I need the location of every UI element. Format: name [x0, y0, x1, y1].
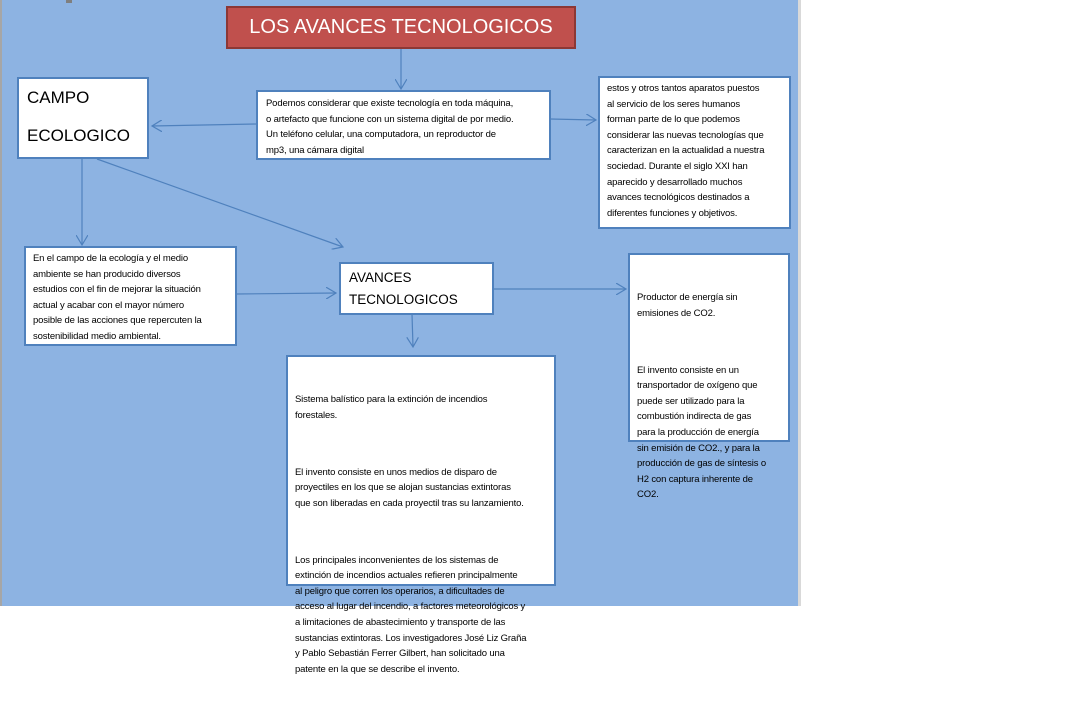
definition-box — [256, 90, 551, 160]
ballistic-title: Sistema balístico para la extinción de incendios forestales. — [295, 394, 488, 421]
new-technologies-text: estos y otros tantos aparatos puestos al servicio de los seres humanos forman parte de lo que podemos considerar las nuevas tecnologías que caracterizan en la actualidad a nuestra sociedad. Durante el siglo XXI han aparecido y desarrollado muchos avances tecnológicos destinados a diferentes funciones y objetivos. — [607, 83, 765, 219]
ballistic-system-box — [286, 355, 556, 675]
new-technologies-box — [598, 76, 791, 229]
campo-ecologico-box — [17, 77, 149, 159]
ecology-box — [24, 246, 237, 346]
ecology-text: En el campo de la ecología y el medio ambiente se han producido diversos estudios con el fin de mejorar la situación actual y acabar con el mayor número posible de las acciones que repercuten la sostenibilidad medio ambiental. — [33, 253, 202, 342]
ballistic-description: El invento consiste en unos medios de disparo de proyectiles en los que se alojan sustancias extintoras que son liberadas en cada proyectil tras su lanzamiento. — [295, 466, 524, 509]
arrow-definition-to-campo — [152, 124, 256, 126]
campo-ecologico-label: CAMPO ECOLOGICO — [27, 88, 130, 145]
arrow-ecologia-to-avances — [236, 293, 336, 294]
ballistic-details: Los principales inconvenientes de los sistemas de extinción de incendios actuales refieren principalmente al peligro que corren los operarios, a dificultades de acceso al lugar del incendio, a factores meteorológicos y a limitaciones de abastecimiento y transporte de las sustancias extintoras. Los investigadores José Liz Graña y Pablo Sebastián Ferrer Gilbert, han solicitado una patente en la que se describe el invento. — [295, 554, 527, 675]
arrow-avances-to-balistico — [412, 314, 413, 347]
energy-producer-box — [628, 253, 790, 501]
definition-text: Podemos considerar que existe tecnología en toda máquina, o artefacto que funcione con un sistema digital de por medio. Un teléfono celular, una computadora, un reproductor de mp3, una cámara digital — [266, 98, 514, 156]
avances-box — [339, 262, 494, 315]
main-title — [226, 6, 576, 49]
arrow-definition-to-nuevas — [550, 119, 596, 120]
avances-label: AVANCES TECNOLOGICOS — [349, 270, 458, 307]
energy-producer-description: El invento consiste en un transportador de oxígeno que puede ser utilizado para la combustión indirecta de gas para la producción de energía sin emisión de CO2., y para la producción de gas de síntesis o H2 con captura inherente de CO2. — [637, 364, 766, 501]
main-title-text: LOS AVANCES TECNOLOGICOS — [249, 16, 553, 38]
energy-producer-title: Productor de energía sin emisiones de CO2. — [637, 292, 738, 319]
arrow-campo-to-avances — [97, 159, 343, 247]
